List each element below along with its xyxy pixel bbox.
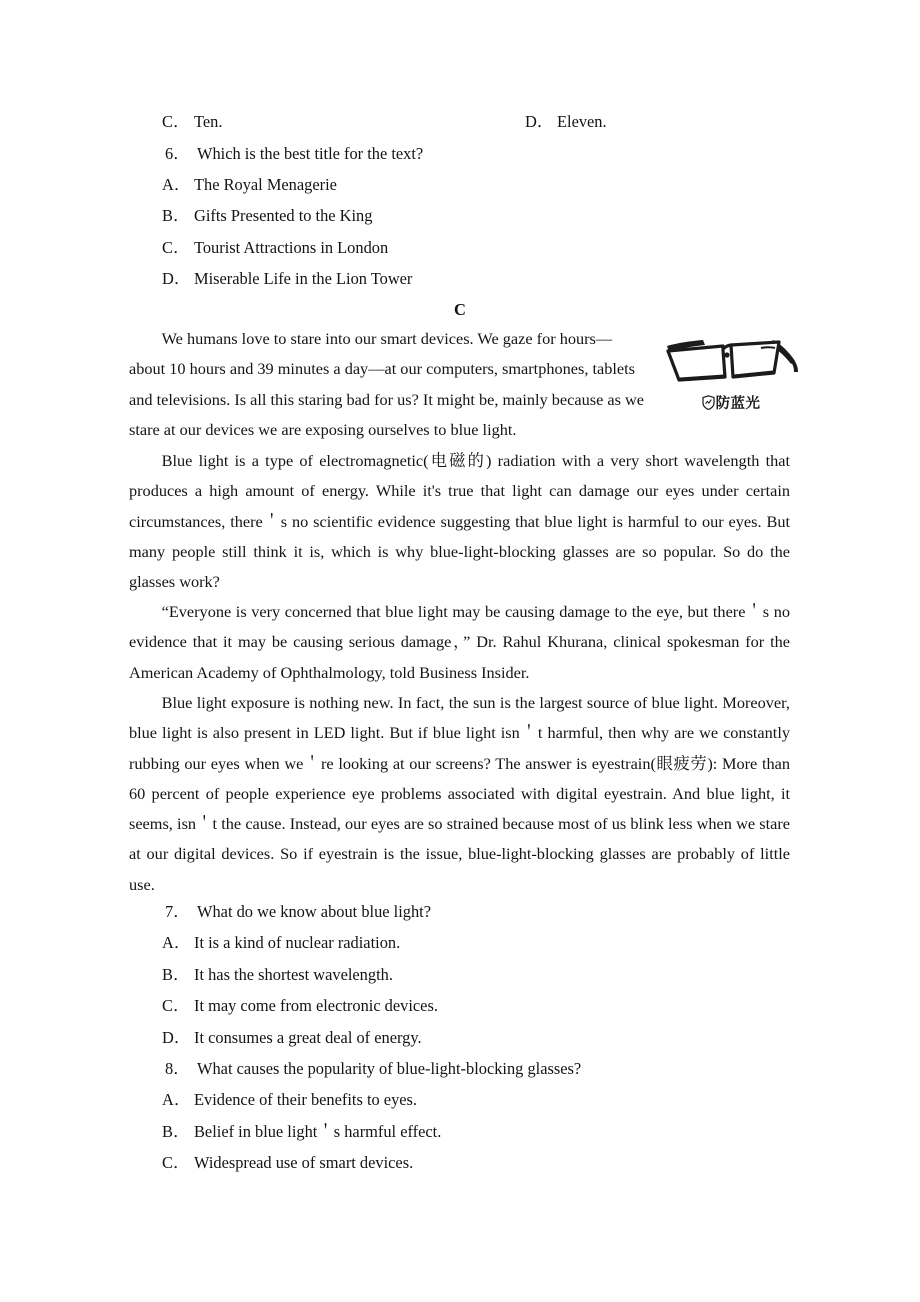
question-7-option-d bbox=[129, 1022, 791, 1053]
question-8-block bbox=[129, 1053, 791, 1179]
question-6-option-c bbox=[129, 232, 791, 263]
option-text: Evidence of their benefits to eyes. bbox=[194, 1090, 418, 1110]
question-7-stem-row bbox=[129, 896, 791, 927]
question5-options-continued bbox=[129, 106, 791, 137]
question-7-stem: What do we know about blue light? bbox=[197, 902, 431, 921]
passage-paragraph-4: Blue light exposure is nothing new. In fact, the sun is the largest source of blue light. Moreover, blue light is also present in LED light. But if blue light isn＇t harmful, then why are we constantly rubbing our eyes when we＇re looking at our screens? The answer is eyestrain(眼疲劳): More than 60 percent of people experience eye problems associated with digital eyestrain. And blue light, it seems, isn＇t the cause. Instead, our eyes are so strained because most of us blink less when we stare at our digital devices. So if eyestrain is the issue, blue‐light‐blocking glasses are probably of little use. bbox=[129, 693, 790, 894]
question-6-number: 6． bbox=[165, 143, 190, 163]
question-6-stem: Which is the best title for the text? bbox=[197, 143, 424, 163]
question-7-block bbox=[129, 896, 791, 1053]
option-label: D． bbox=[162, 1027, 191, 1047]
passage-paragraph-1-wrap bbox=[129, 324, 790, 445]
option-column-d bbox=[525, 106, 607, 137]
passage-paragraph-2: Blue light is a type of electromagnetic(电磁的) radiation with a very short wavelength that produces a high amount of energy. While it's true that light can damage our eyes under certain circumstances, there＇s no scientific evidence suggesting that blue light is harmful to our eyes. But many people still think it is, which is why blue‐light‐blocking glasses are so popular. So do the glasses work? bbox=[129, 451, 790, 592]
question-6-block bbox=[129, 138, 791, 295]
option-text: It has the shortest wavelength. bbox=[194, 964, 393, 984]
option-text: Belief in blue light＇s harmful effect. bbox=[194, 1121, 442, 1141]
option-label-d: D． bbox=[525, 112, 554, 131]
option-label: C． bbox=[162, 237, 190, 257]
option-text: Tourist Attractions in London bbox=[194, 237, 389, 257]
option-text-d: Eleven. bbox=[557, 112, 607, 131]
passage-paragraph-2-wrap bbox=[129, 446, 790, 597]
question-8-stem: What causes the popularity of blue-light-blocking glasses? bbox=[197, 1059, 582, 1078]
question-8-option-c bbox=[129, 1147, 791, 1178]
figure-float-spacer bbox=[645, 324, 790, 424]
option-label: B． bbox=[162, 1121, 190, 1141]
question-7-number: 7． bbox=[165, 902, 190, 921]
question-6-option-b bbox=[129, 200, 791, 231]
option-text: It is a kind of nuclear radiation. bbox=[194, 933, 401, 953]
option-label-c: C． bbox=[162, 112, 190, 131]
passage-section-letter: C bbox=[454, 300, 466, 319]
passage-paragraph-1: We humans love to stare into our smart devices. We gaze for hours—about 10 hours and 39 minutes a day—at our computers, smartphones, tablets and televisions. Is all this staring bad for us? It might be, mainly because as we stare at our devices we are exposing ourselves to blue light. bbox=[129, 329, 644, 439]
passage-paragraph-3: “Everyone is very concerned that blue light may be causing damage to the eye, but there＇s no evidence that it may be causing serious damage，” Dr. Rahul Khurana, clinical spokesman for the American Academy of Ophthalmology, told Business Insider. bbox=[129, 602, 790, 682]
question-6-option-a bbox=[129, 169, 791, 200]
question-8-option-b bbox=[129, 1116, 791, 1147]
question-7-option-a bbox=[129, 927, 791, 958]
passage-paragraph-3-wrap bbox=[129, 597, 790, 688]
option-label: C． bbox=[162, 1153, 190, 1173]
question-6-option-d bbox=[129, 263, 791, 294]
option-text: Widespread use of smart devices. bbox=[194, 1153, 414, 1173]
passage-paragraph-4-wrap bbox=[129, 688, 790, 900]
option-text: The Royal Menagerie bbox=[194, 174, 337, 194]
option-label: A． bbox=[162, 1090, 191, 1110]
question-7-option-b bbox=[129, 959, 791, 990]
option-row bbox=[129, 106, 791, 137]
question-8-option-a bbox=[129, 1084, 791, 1115]
figure-caption-text: 防蓝光 bbox=[715, 396, 761, 412]
option-label: D． bbox=[162, 269, 191, 289]
option-text: It may come from electronic devices. bbox=[194, 996, 438, 1016]
question-8-stem-row bbox=[129, 1053, 791, 1084]
question-8-number: 8． bbox=[165, 1059, 190, 1078]
option-label: A． bbox=[162, 174, 191, 194]
option-label: B． bbox=[162, 206, 190, 226]
option-text: Gifts Presented to the King bbox=[194, 206, 373, 226]
option-text: It consumes a great deal of energy. bbox=[194, 1027, 422, 1047]
option-label: C． bbox=[162, 996, 190, 1016]
option-label: B． bbox=[162, 964, 190, 984]
option-label: A． bbox=[162, 933, 191, 953]
option-text: Miserable Life in the Lion Tower bbox=[194, 269, 413, 289]
question-6-stem-row bbox=[129, 138, 791, 169]
question-7-option-c bbox=[129, 990, 791, 1021]
option-text-c: Ten. bbox=[194, 112, 223, 131]
